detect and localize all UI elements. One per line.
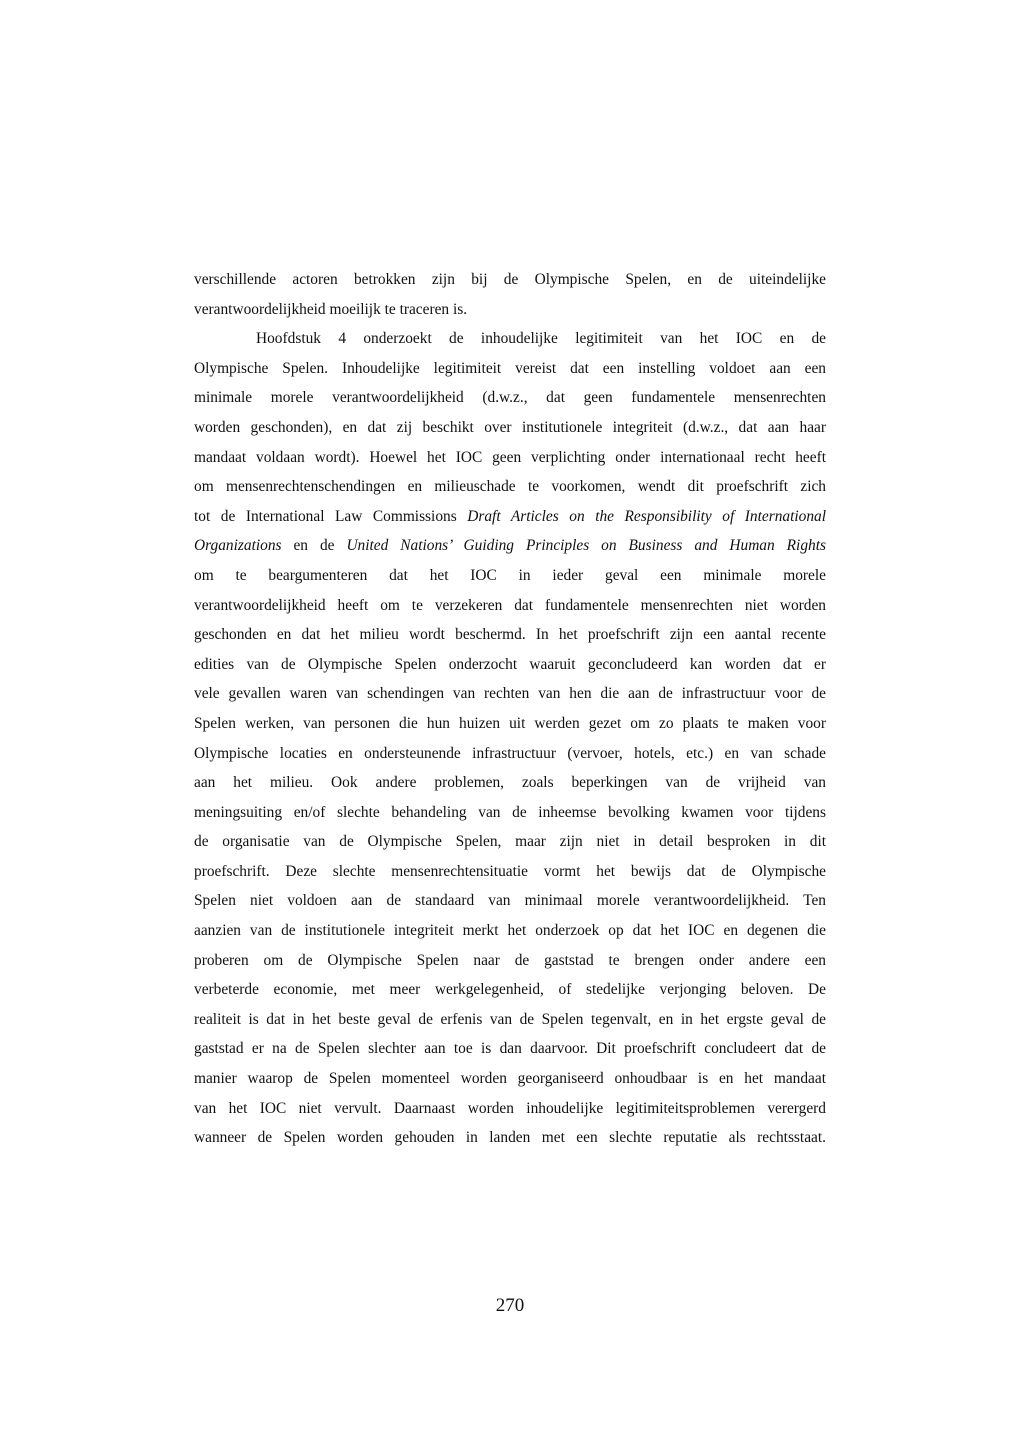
text-line: verschillende actoren betrokken zijn bij de Olympische Spelen, en de uiteindelijke xyxy=(194,271,826,288)
text-line: aanzien van de institutionele integriteit merkt het onderzoek op dat het IOC en degenen die xyxy=(194,922,826,940)
text-line: van het IOC niet vervult. Daarnaast worden inhoudelijke legitimiteitsproblemen verergerd xyxy=(194,1099,826,1117)
text-line: realiteit is dat in het beste geval de erfenis van de Spelen tegenvalt, en in het ergste geval de xyxy=(194,1010,826,1028)
text-line: Spelen werken, van personen die hun huizen uit werden gezet om zo plaats te maken voor xyxy=(194,714,826,732)
text-line: om mensenrechtenschendingen en milieuschade te voorkomen, wendt dit proefschrift zich xyxy=(194,478,826,496)
text-line: om te beargumenteren dat het IOC in ieder geval een minimale morele xyxy=(194,566,826,584)
text-line: vele gevallen waren van schendingen van rechten van hen die aan de infrastructuur voor de xyxy=(194,685,826,703)
text-line: proberen om de Olympische Spelen naar de gaststad te brengen onder andere een xyxy=(194,951,826,969)
text-run: en de xyxy=(281,537,347,555)
text-line: meningsuiting en/of slechte behandeling van de inheemse bevolking kwamen voor tijdens xyxy=(194,803,826,821)
paragraph-continuation xyxy=(194,265,826,324)
page-number: 270 xyxy=(495,1295,525,1316)
italic-title-ilc-draft-articles: Draft Articles on the Responsibility of International xyxy=(467,507,826,525)
text-line-with-italic xyxy=(194,531,826,561)
text-line: edities van de Olympische Spelen onderzocht waaruit geconcludeerd kan worden dat er xyxy=(194,655,826,673)
text-line: manier waarop de Spelen momenteel worden georganiseerd onhoudbaar is en het mandaat xyxy=(194,1070,826,1088)
text-line: aan het milieu. Ook andere problemen, zoals beperkingen van de vrijheid van xyxy=(194,774,826,792)
text-line: geschonden en dat het milieu wordt beschermd. In het proefschrift zijn een aantal recente xyxy=(194,626,826,644)
text-run: tot de International Law Commissions xyxy=(194,507,468,525)
text-line: verantwoordelijkheid heeft om te verzekeren dat fundamentele mensenrechten niet worden xyxy=(194,596,826,614)
text-line: proefschrift. Deze slechte mensenrechtensituatie vormt het bewijs dat de Olympische xyxy=(194,862,826,880)
text-line-with-italic xyxy=(194,502,826,532)
text-line: verbeterde economie, met meer werkgelegenheid, of stedelijke verjonging beloven. De xyxy=(194,981,826,999)
text-line-indented: Hoofdstuk 4 onderzoekt de inhoudelijke legitimiteit van het IOC en de xyxy=(256,330,826,348)
text-line: Spelen niet voldoen aan de standaard van minimaal morele verantwoordelijkheid. Ten xyxy=(194,892,826,910)
text-line: wanneer de Spelen worden gehouden in landen met een slechte reputatie als rechtsstaat. xyxy=(194,1129,826,1147)
text-line: gaststad er na de Spelen slechter aan toe is dan daarvoor. Dit proefschrift concludeert dat de xyxy=(194,1040,826,1058)
text-line: Olympische Spelen. Inhoudelijke legitimiteit vereist dat een instelling voldoet aan een xyxy=(194,359,826,377)
text-line: minimale morele verantwoordelijkheid (d.w.z., dat geen fundamentele mensenrechten xyxy=(194,389,826,407)
text-line: Olympische locaties en ondersteunende infrastructuur (vervoer, hotels, etc.) en van schade xyxy=(194,744,826,762)
italic-title-organizations: Organizations xyxy=(194,537,282,555)
document-body xyxy=(194,265,826,1153)
paragraph-chapter-4 xyxy=(194,324,826,1153)
text-line: de organisatie van de Olympische Spelen, maar zijn niet in detail besproken in dit xyxy=(194,833,826,851)
text-line: verantwoordelijkheid moeilijk te traceren is. xyxy=(194,300,468,318)
text-line: worden geschonden), en dat zij beschikt over institutionele integriteit (d.w.z., dat aan haar xyxy=(194,418,826,436)
text-line: mandaat voldaan wordt). Hoewel het IOC geen verplichting onder internationaal recht heeft xyxy=(194,448,826,466)
italic-title-un-guiding-principles: United Nations’ Guiding Principles on Business and Human Rights xyxy=(346,537,826,555)
